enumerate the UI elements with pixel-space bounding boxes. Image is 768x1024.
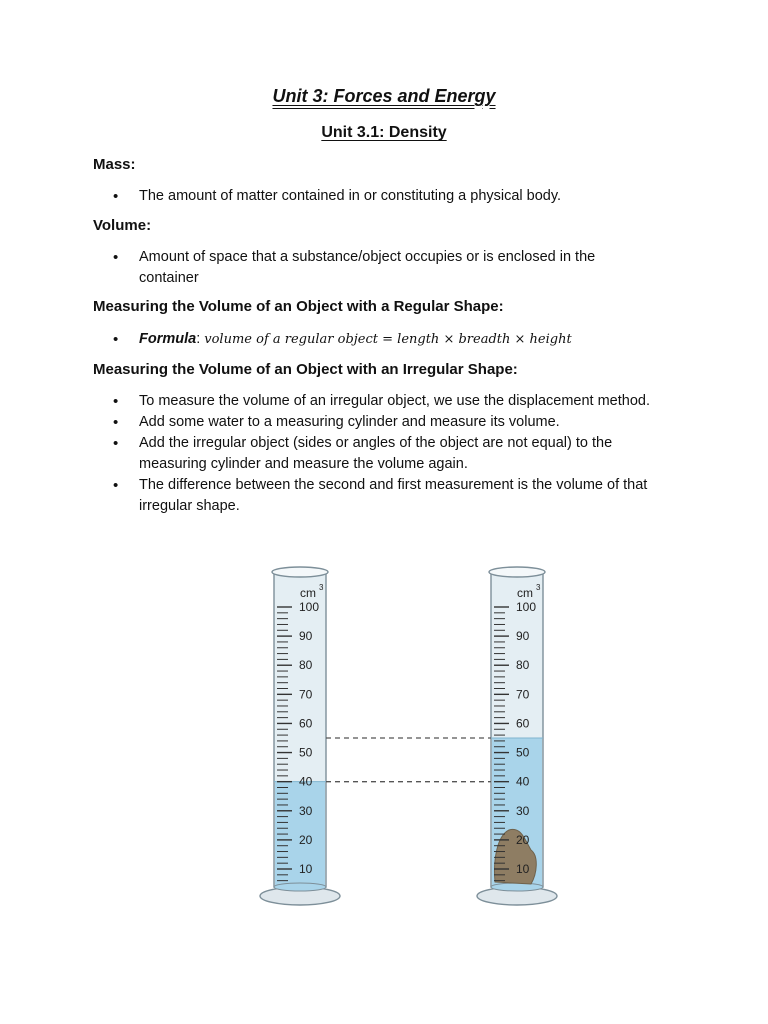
mass-list (0, 186, 768, 207)
scale-label: 50 (516, 745, 530, 760)
page-subtitle: Unit 3.1: Density (321, 124, 447, 141)
displacement-figure (250, 560, 560, 912)
list-item: • Add some water to a measuring cylinder and measure its volume. (0, 412, 768, 433)
scale-label: 30 (516, 803, 530, 818)
scale-label: 70 (516, 687, 530, 702)
list-item: • The difference between the second and first measurement is the volume of that irregular shape. (0, 475, 768, 517)
cylinder-rim (272, 567, 328, 577)
cylinder-rim (489, 567, 545, 577)
scale-label: 90 (299, 629, 313, 644)
scale-label: 80 (516, 658, 530, 673)
heading-regular-shape: Measuring the Volume of an Object with a Regular Shape: (93, 298, 504, 315)
cylinder-bottom (274, 883, 326, 891)
formula-separator: : (196, 331, 201, 347)
list-item: • Add the irregular object (sides or angles of the object are not equal) to the measuring cylinder and measure the volume again. (0, 433, 768, 475)
scale-label: 20 (516, 832, 530, 847)
scale-label: 60 (516, 716, 530, 731)
cylinder-bottom (491, 883, 543, 891)
irregular-list (0, 391, 768, 517)
formula-expression: volume of a regular object = length × breadth × height (204, 332, 572, 347)
unit-label: cm (300, 586, 316, 600)
scale-label: 10 (516, 862, 530, 876)
list-item: • Amount of space that a substance/object occupies or is enclosed in the container (0, 247, 768, 289)
page-title: Unit 3: Forces and Energy (272, 86, 496, 106)
scale-label: 10 (299, 862, 313, 876)
scale-label: 20 (299, 832, 313, 847)
scale-label: 50 (299, 745, 313, 760)
cylinder-after (477, 567, 557, 905)
formula-item (0, 329, 768, 350)
cylinder-before (260, 567, 340, 905)
list-item: • The amount of matter contained in or constituting a physical body. (0, 186, 768, 207)
volume-list (0, 247, 768, 289)
scale-label: 60 (299, 716, 313, 731)
scale-label: 80 (299, 658, 313, 673)
heading-irregular-shape: Measuring the Volume of an Object with an Irregular Shape: (93, 361, 518, 378)
scale-label: 70 (299, 687, 313, 702)
unit-exponent: 3 (536, 583, 541, 592)
scale-label: 100 (299, 600, 320, 614)
formula-label: Formula (139, 331, 197, 347)
unit-exponent: 3 (319, 583, 324, 592)
scale-label: 40 (516, 774, 530, 789)
regular-list (0, 329, 768, 350)
list-item: • To measure the volume of an irregular object, we use the displacement method. (0, 391, 768, 412)
heading-mass: Mass: (93, 156, 136, 173)
unit-label: cm (517, 586, 533, 600)
scale-label: 100 (516, 600, 537, 614)
scale-label: 90 (516, 629, 530, 644)
scale-label: 30 (299, 803, 313, 818)
heading-volume: Volume: (93, 217, 152, 234)
measuring-cylinders-illustration (250, 560, 560, 912)
scale-label: 40 (299, 774, 313, 789)
